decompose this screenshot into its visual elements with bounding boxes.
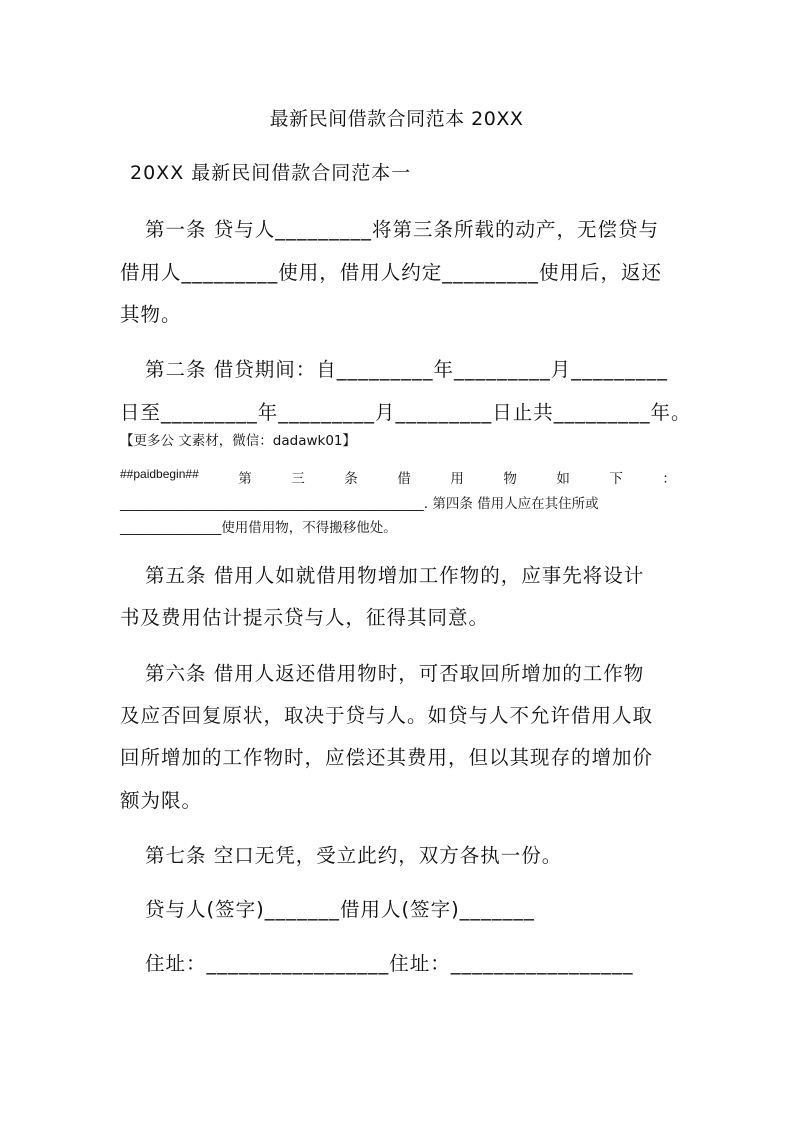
article-1-line-1: 第一条 贷与人_________将第三条所载的动产，无偿贷与 bbox=[145, 218, 659, 241]
article-3-char: 第 bbox=[238, 471, 252, 487]
document-subtitle: 20XX 最新民间借款合同范本一 bbox=[130, 162, 412, 184]
article-5-line-2: 书及费用估计提示贷与人，征得其同意。 bbox=[120, 606, 490, 629]
article-3-char: 三 bbox=[291, 471, 305, 487]
article-3-char: 如 bbox=[556, 471, 570, 487]
article-3-char: 下 bbox=[609, 471, 623, 487]
signature-line: 贷与人(签字)_______借用人(签字)_______ bbox=[145, 898, 535, 921]
article-5-line-1: 第五条 借用人如就借用物增加工作物的，应事先将设计 bbox=[145, 564, 645, 587]
article-6-line-4: 额为限。 bbox=[120, 789, 203, 812]
address-line: 住址：_________________住址：_________________ bbox=[145, 952, 634, 975]
article-6-line-1: 第六条 借用人返还借用物时，可否取回所增加的工作物 bbox=[145, 662, 645, 685]
article-6-line-2: 及应否回复原状，取决于贷与人。如贷与人不允许借用人取 bbox=[120, 704, 654, 727]
article-1-line-3: 其物。 bbox=[120, 303, 182, 326]
document-title: 最新民间借款合同范本 20XX bbox=[269, 108, 524, 130]
article-3-char: 条 bbox=[344, 471, 358, 487]
paid-begin-tag: ##paidbegin## bbox=[120, 467, 199, 481]
article-3-char: 借 bbox=[397, 471, 411, 487]
article-3-line-1 bbox=[120, 467, 676, 487]
article-1-line-2: 借用人_________使用，借用人约定_________使用后，返还 bbox=[120, 261, 663, 284]
article-3-char: 物 bbox=[503, 471, 517, 487]
article-3-line-2: _____________________________________________. 第四条 借用人应在其住所或 bbox=[120, 496, 599, 512]
promo-note: 【更多公 文素材，微信：dadawk01】 bbox=[120, 433, 357, 449]
article-6-line-3: 回所增加的工作物时，应偿还其费用，但以其现存的增加价 bbox=[120, 746, 654, 769]
article-3-char: ： bbox=[662, 471, 676, 487]
article-2-line-2: 日至_________年_________月_________日止共_________年。 bbox=[120, 401, 692, 424]
article-3-char: 用 bbox=[450, 471, 464, 487]
article-7-line: 第七条 空口无凭，受立此约，双方各执一份。 bbox=[145, 844, 563, 867]
article-2-line-1: 第二条 借贷期间：自_________年_________月_________ bbox=[145, 358, 668, 381]
article-3-line-3: _______________使用借用物，不得搬移他处。 bbox=[120, 520, 397, 536]
